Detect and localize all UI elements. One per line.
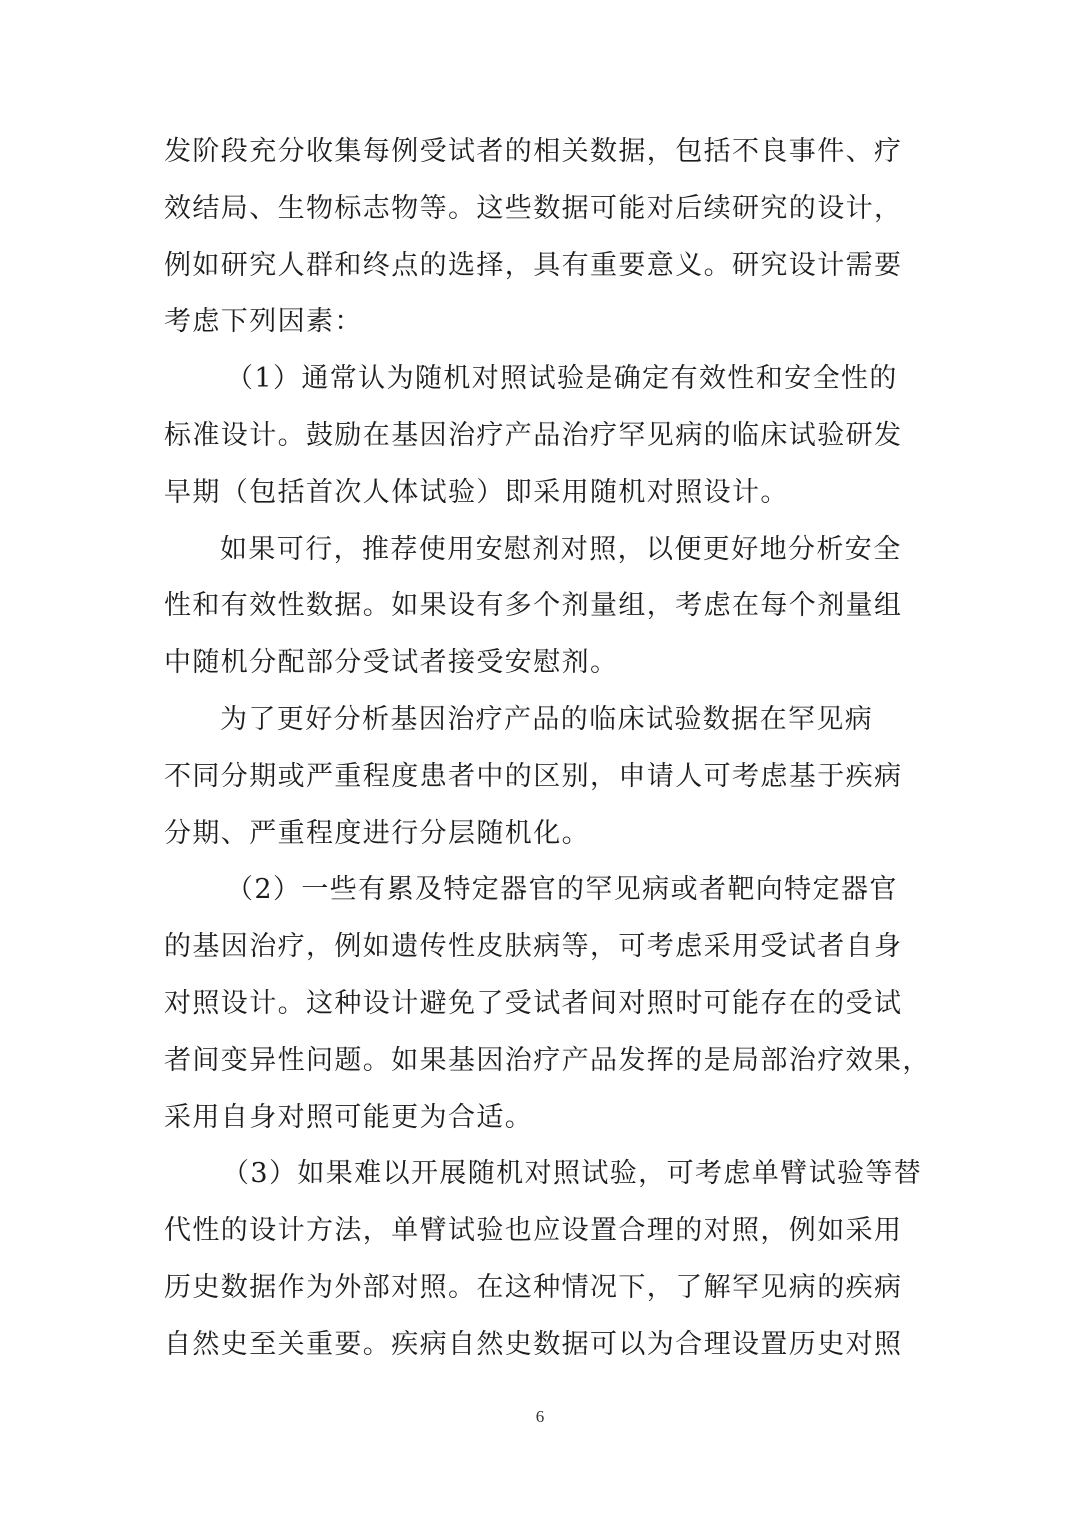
text-line: 中随机分配部分受试者接受安慰剂。 bbox=[164, 647, 619, 679]
text-line: 自然史至关重要。疾病自然史数据可以为合理设置历史对照 bbox=[164, 1328, 903, 1360]
text-line: 代性的设计方法，单臂试验也应设置合理的对照，例如采用 bbox=[164, 1215, 903, 1247]
text-line: （1）通常认为随机对照试验是确定有效性和安全性的 bbox=[226, 363, 898, 395]
text-line: 者间变异性问题。如果基因治疗产品发挥的是局部治疗效果， bbox=[164, 1044, 931, 1076]
text-line: （2）一些有累及特定器官的罕见病或者靶向特定器官 bbox=[226, 874, 898, 906]
text-line: 的基因治疗，例如遗传性皮肤病等，可考虑采用受试者自身 bbox=[164, 931, 903, 963]
text-line: 分期、严重程度进行分层随机化。 bbox=[164, 817, 590, 849]
text-line: 性和有效性数据。如果设有多个剂量组，考虑在每个剂量组 bbox=[164, 590, 903, 622]
page-number: 6 bbox=[535, 1407, 545, 1426]
text-line: 不同分期或严重程度患者中的区别，申请人可考虑基于疾病 bbox=[164, 760, 903, 792]
text-line: 发阶段充分收集每例受试者的相关数据，包括不良事件、疗 bbox=[164, 136, 903, 167]
text-line: 效结局、生物标志物等。这些数据可能对后续研究的设计， bbox=[164, 192, 903, 224]
text-line: 早期（包括首次人体试验）即采用随机对照设计。 bbox=[164, 476, 789, 508]
text-line: （3）如果难以开展随机对照试验，可考虑单臂试验等替 bbox=[222, 1158, 923, 1190]
text-line: 采用自身对照可能更为合适。 bbox=[164, 1101, 534, 1133]
text-line: 为了更好分析基因治疗产品的临床试验数据在罕见病 bbox=[220, 703, 874, 735]
text-line: 对照设计。这种设计避免了受试者间对照时可能存在的受试 bbox=[164, 987, 903, 1019]
text-line: 标准设计。鼓励在基因治疗产品治疗罕见病的临床试验研发 bbox=[164, 419, 903, 451]
text-line: 历史数据作为外部对照。在这种情况下，了解罕见病的疾病 bbox=[164, 1271, 903, 1303]
text-line: 考虑下列因素： bbox=[164, 306, 363, 338]
body-text bbox=[164, 124, 931, 1374]
text-line: 例如研究人群和终点的选择，具有重要意义。研究设计需要 bbox=[164, 249, 903, 281]
text-line: 如果可行，推荐使用安慰剂对照，以便更好地分析安全 bbox=[220, 533, 902, 565]
